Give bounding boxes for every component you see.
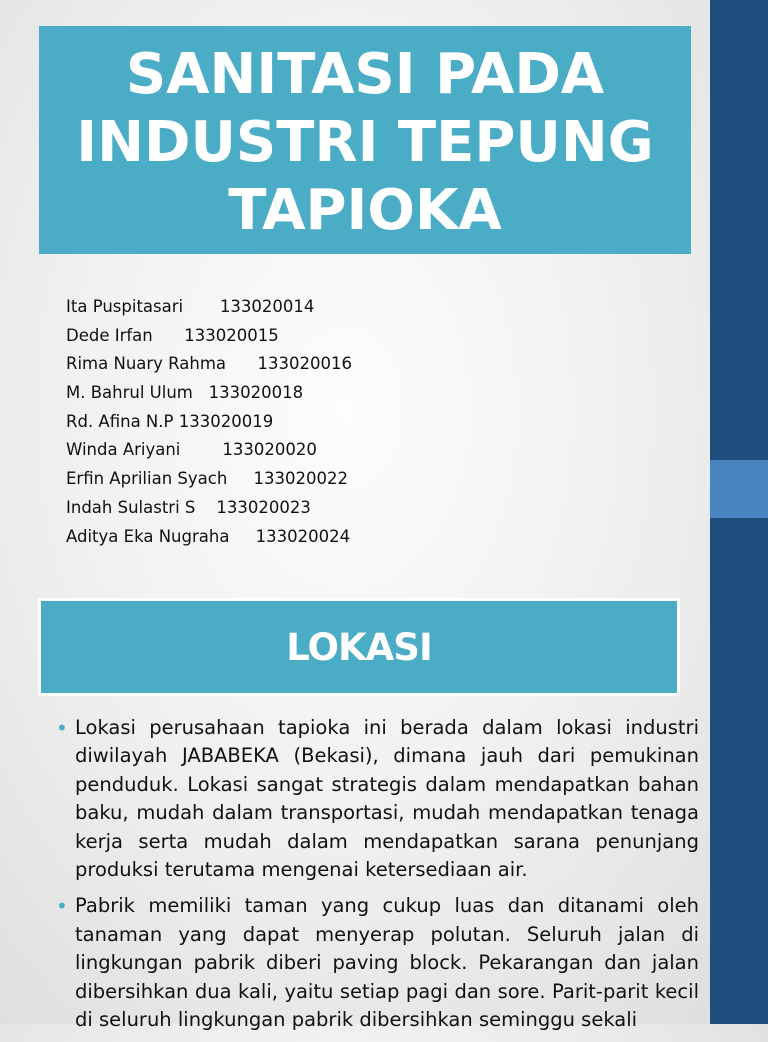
author-name: Erfin Aprilian Syach [66, 469, 228, 489]
author-row [66, 350, 352, 379]
section-heading: LOKASI [286, 625, 432, 669]
author-row [66, 379, 352, 408]
author-nim: 133020020 [222, 440, 317, 460]
author-row [66, 494, 352, 523]
author-row [66, 436, 352, 465]
author-row [66, 322, 352, 351]
author-name: Winda Ariyani [66, 440, 181, 460]
bullet-list [56, 714, 699, 1042]
author-spacer [193, 383, 209, 402]
author-spacer [226, 354, 257, 373]
author-spacer [180, 440, 222, 459]
bullet-text: Pabrik memiliki taman yang cukup luas dan ditanami oleh tanaman yang dapat menyerap polutan. Seluruh jalan di lingkungan pabrik diberi paving block. Pekarangan dan jalan dibersihkan dua kali, yaitu setiap pagi dan sore. Parit-parit kecil di seluruh lingkungan pabrik dibersihkan seminggu sekali [75, 894, 699, 1032]
author-name: Indah Sulastri S [66, 497, 196, 517]
author-spacer [227, 469, 253, 488]
author-nim: 133020016 [257, 354, 353, 374]
right-decor-accent [710, 460, 768, 518]
author-nim: 133020023 [216, 497, 311, 517]
author-name: Ita Puspitasari [66, 297, 184, 316]
author-spacer [183, 297, 220, 316]
slide-title: SANITASI PADA INDUSTRI TEPUNG TAPIOKA [76, 42, 654, 243]
author-nim: 133020018 [208, 383, 304, 403]
bullet-dot-icon: • [56, 716, 68, 740]
author-name: Rd. Afina N.P [66, 411, 174, 431]
author-nim: 133020022 [253, 469, 349, 489]
author-nim: 133020015 [184, 325, 279, 345]
author-name: M. Bahrul Ulum [66, 383, 193, 403]
author-row [66, 408, 352, 437]
author-nim: 133020024 [255, 526, 351, 546]
author-name: Aditya Eka Nugraha [66, 526, 230, 546]
author-spacer [153, 326, 184, 345]
bullet-dot-icon: • [56, 894, 68, 919]
author-nim: 133020019 [178, 411, 274, 431]
author-row [66, 465, 352, 494]
author-spacer [195, 498, 216, 517]
section-heading-box [38, 598, 680, 696]
author-name: Dede Irfan [66, 325, 153, 345]
title-box [39, 26, 691, 254]
author-name: Rima Nuary Rahma [66, 354, 227, 374]
author-spacer [229, 527, 255, 546]
bullet-item [56, 714, 699, 884]
bullet-item [56, 892, 699, 1034]
author-row [66, 523, 352, 552]
bullet-text: Lokasi perusahaan tapioka ini berada dalam lokasi industri diwilayah JABABEKA (Bekasi), dimana jauh dari pemukinan penduduk. Lokasi sangat strategis dalam mendapatkan bahan baku, mudah dalam transportasi, mudah mendapatkan tenaga kerja serta mudah dalam mendapatkan sarana penunjang produksi terutama mengenai ketersediaan air. [75, 716, 699, 882]
author-list [66, 293, 352, 551]
author-nim: 133020014 [219, 297, 315, 316]
author-row [66, 293, 352, 322]
